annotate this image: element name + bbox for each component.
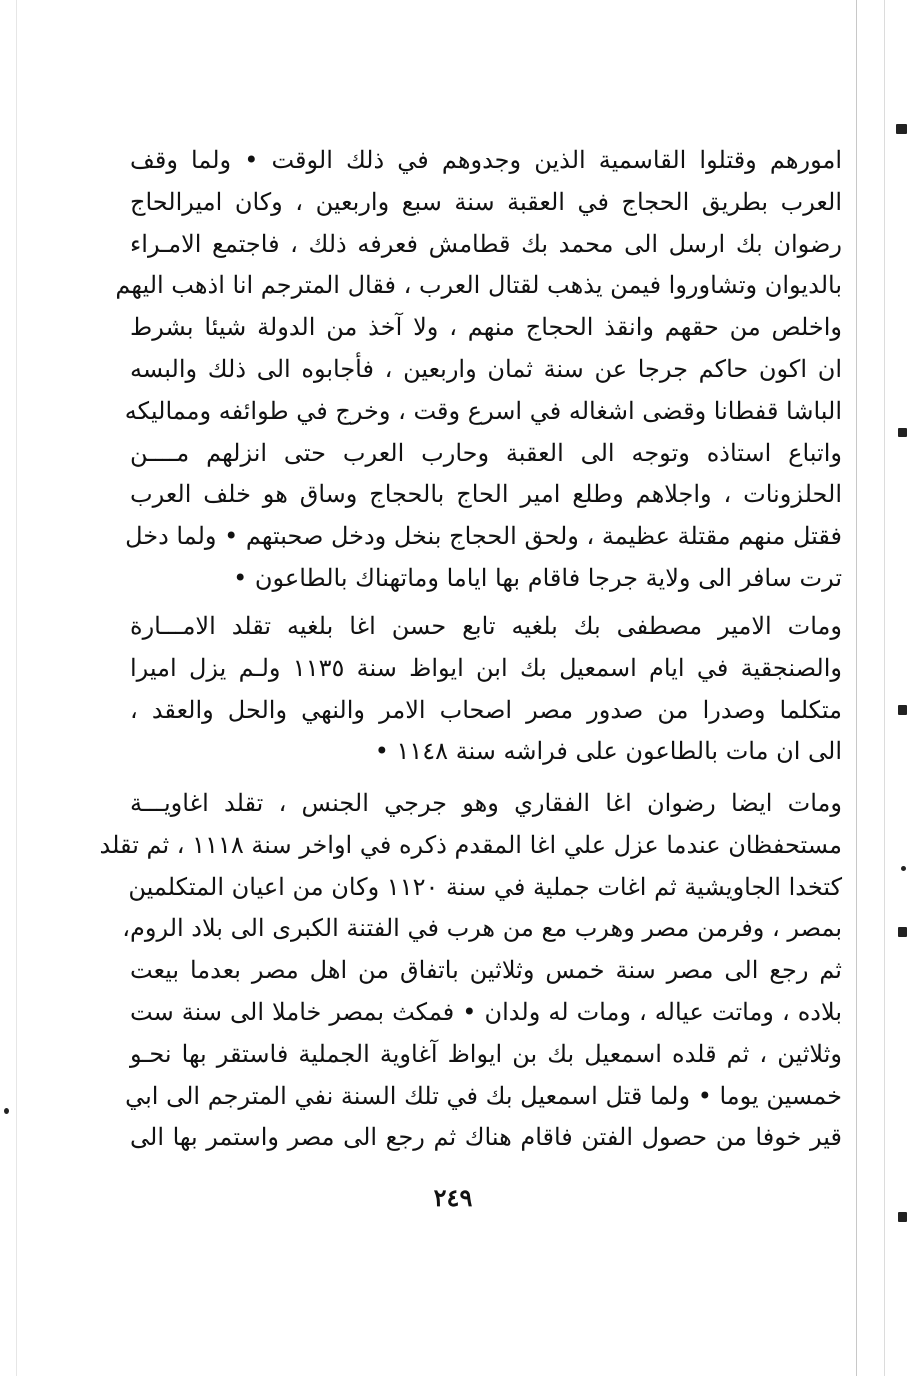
text-line: الباشا قفطانا وقضى اشغاله في اسرع وقت ، وخرج في طوائفه ومماليكه: [124, 396, 842, 425]
scan-mark: [898, 428, 907, 437]
text-line: بلاده ، وماتت عياله ، ومات له ولدان • فمكث بمصر خاملا الى سنة ست: [130, 997, 842, 1026]
page-number: ٢٤٩: [433, 1183, 473, 1212]
text-line: العرب بطريق الحجاج في العقبة سنة سبع واربعين ، وكان اميرالحاج: [130, 187, 842, 216]
page-edge-line: [16, 0, 17, 1376]
paragraph-2: [130, 606, 842, 773]
scan-mark: [901, 866, 906, 871]
text-line: كتخدا الجاويشية ثم اغات جملية في سنة ١١٢٠ وكان من اعيان المتكلمين: [128, 872, 842, 901]
text-line: ترت سافر الى ولاية جرجا فاقام بها اياما وماتهناك بالطاعون •: [233, 563, 842, 592]
text-line: ان اكون حاكم جرجا عن سنة ثمان واربعين ، فأجابوه الى ذلك والبسه: [130, 354, 842, 383]
text-line: ثم رجع الى مصر سنة خمس وثلاثين باتفاق من اهل مصر بعدما بيعت: [130, 956, 842, 985]
scan-mark: [4, 1108, 9, 1114]
page-edge-line: [884, 0, 885, 1376]
text-line: واخلص من حقهم وانقذ الحجاج منهم ، ولا آخذ من الدولة شيئا بشرط: [130, 313, 842, 342]
scan-mark: [896, 124, 907, 134]
text-line: خمسين يوما • ولما قتل اسمعيل بك في تلك السنة نفي المترجم الى ابي: [125, 1081, 842, 1110]
text-line: فقتل منهم مقتلة عظيمة ، ولحق الحجاج بنخل ودخل صحبتهم • ولما دخل: [125, 522, 842, 551]
text-line: الحلزونات ، واجلاهم وطلع امير الحاج بالحجاج وساق هو خلف العرب: [130, 480, 842, 509]
text-line: مستحفظان عندما عزل علي اغا المقدم ذكره في اواخر سنة ١١١٨ ، ثم تقلد: [99, 830, 842, 859]
paragraph-1: [115, 140, 842, 600]
text-line: والصنجقية في ايام اسمعيل بك ابن ايواظ سنة ١١٣٥ ولـم يزل اميرا: [130, 653, 842, 682]
text-line: قير خوفا من حصول الفتن فاقام هناك ثم رجع الى مصر واستمر بها الى: [130, 1123, 842, 1152]
text-line: الى ان مات بالطاعون على فراشه سنة ١١٤٨ •: [374, 737, 842, 766]
text-line: امورهم وقتلوا القاسمية الذين وجدوهم في ذلك الوقت • ولما وقف: [130, 146, 842, 174]
text-line: ومات الامير مصطفى بك بلغيه تابع حسن اغا بلغيه تقلد الامـــارة: [130, 612, 842, 640]
text-line: بمصر ، وفرمن مصر وهرب مع من هرب في الفتنة الكبرى الى بلاد الروم،: [122, 914, 842, 943]
text-line: واتباع استاذه وتوجه الى العقبة وحارب العرب حتى انزلهم مــــن: [130, 438, 842, 467]
paragraph-3: [99, 783, 842, 1159]
scan-mark: [898, 927, 907, 937]
scan-mark: [898, 1212, 907, 1222]
text-line: رضوان بك ارسل الى محمد بك قطامش فعرفه ذلك ، فاجتمع الامـراء: [130, 229, 842, 258]
text-line: بالديوان وتشاوروا فيمن يذهب لقتال العرب ، فقال المترجم انا اذهب اليهم: [115, 271, 842, 300]
scan-mark: [898, 705, 907, 715]
page-edge-line: [856, 0, 857, 1376]
text-line: متكلما وصدرا من صدور مصر اصحاب الامر والنهي والحل والعقد ،: [130, 695, 842, 724]
text-line: ومات ايضا رضوان اغا الفقاري وهو جرجي الجنس ، تقلد اغاويـــة: [130, 789, 842, 817]
text-line: وثلاثين ، ثم قلده اسمعيل بك بن ايواظ آغاوية الجملية فاستقر بها نحـو: [130, 1039, 842, 1068]
